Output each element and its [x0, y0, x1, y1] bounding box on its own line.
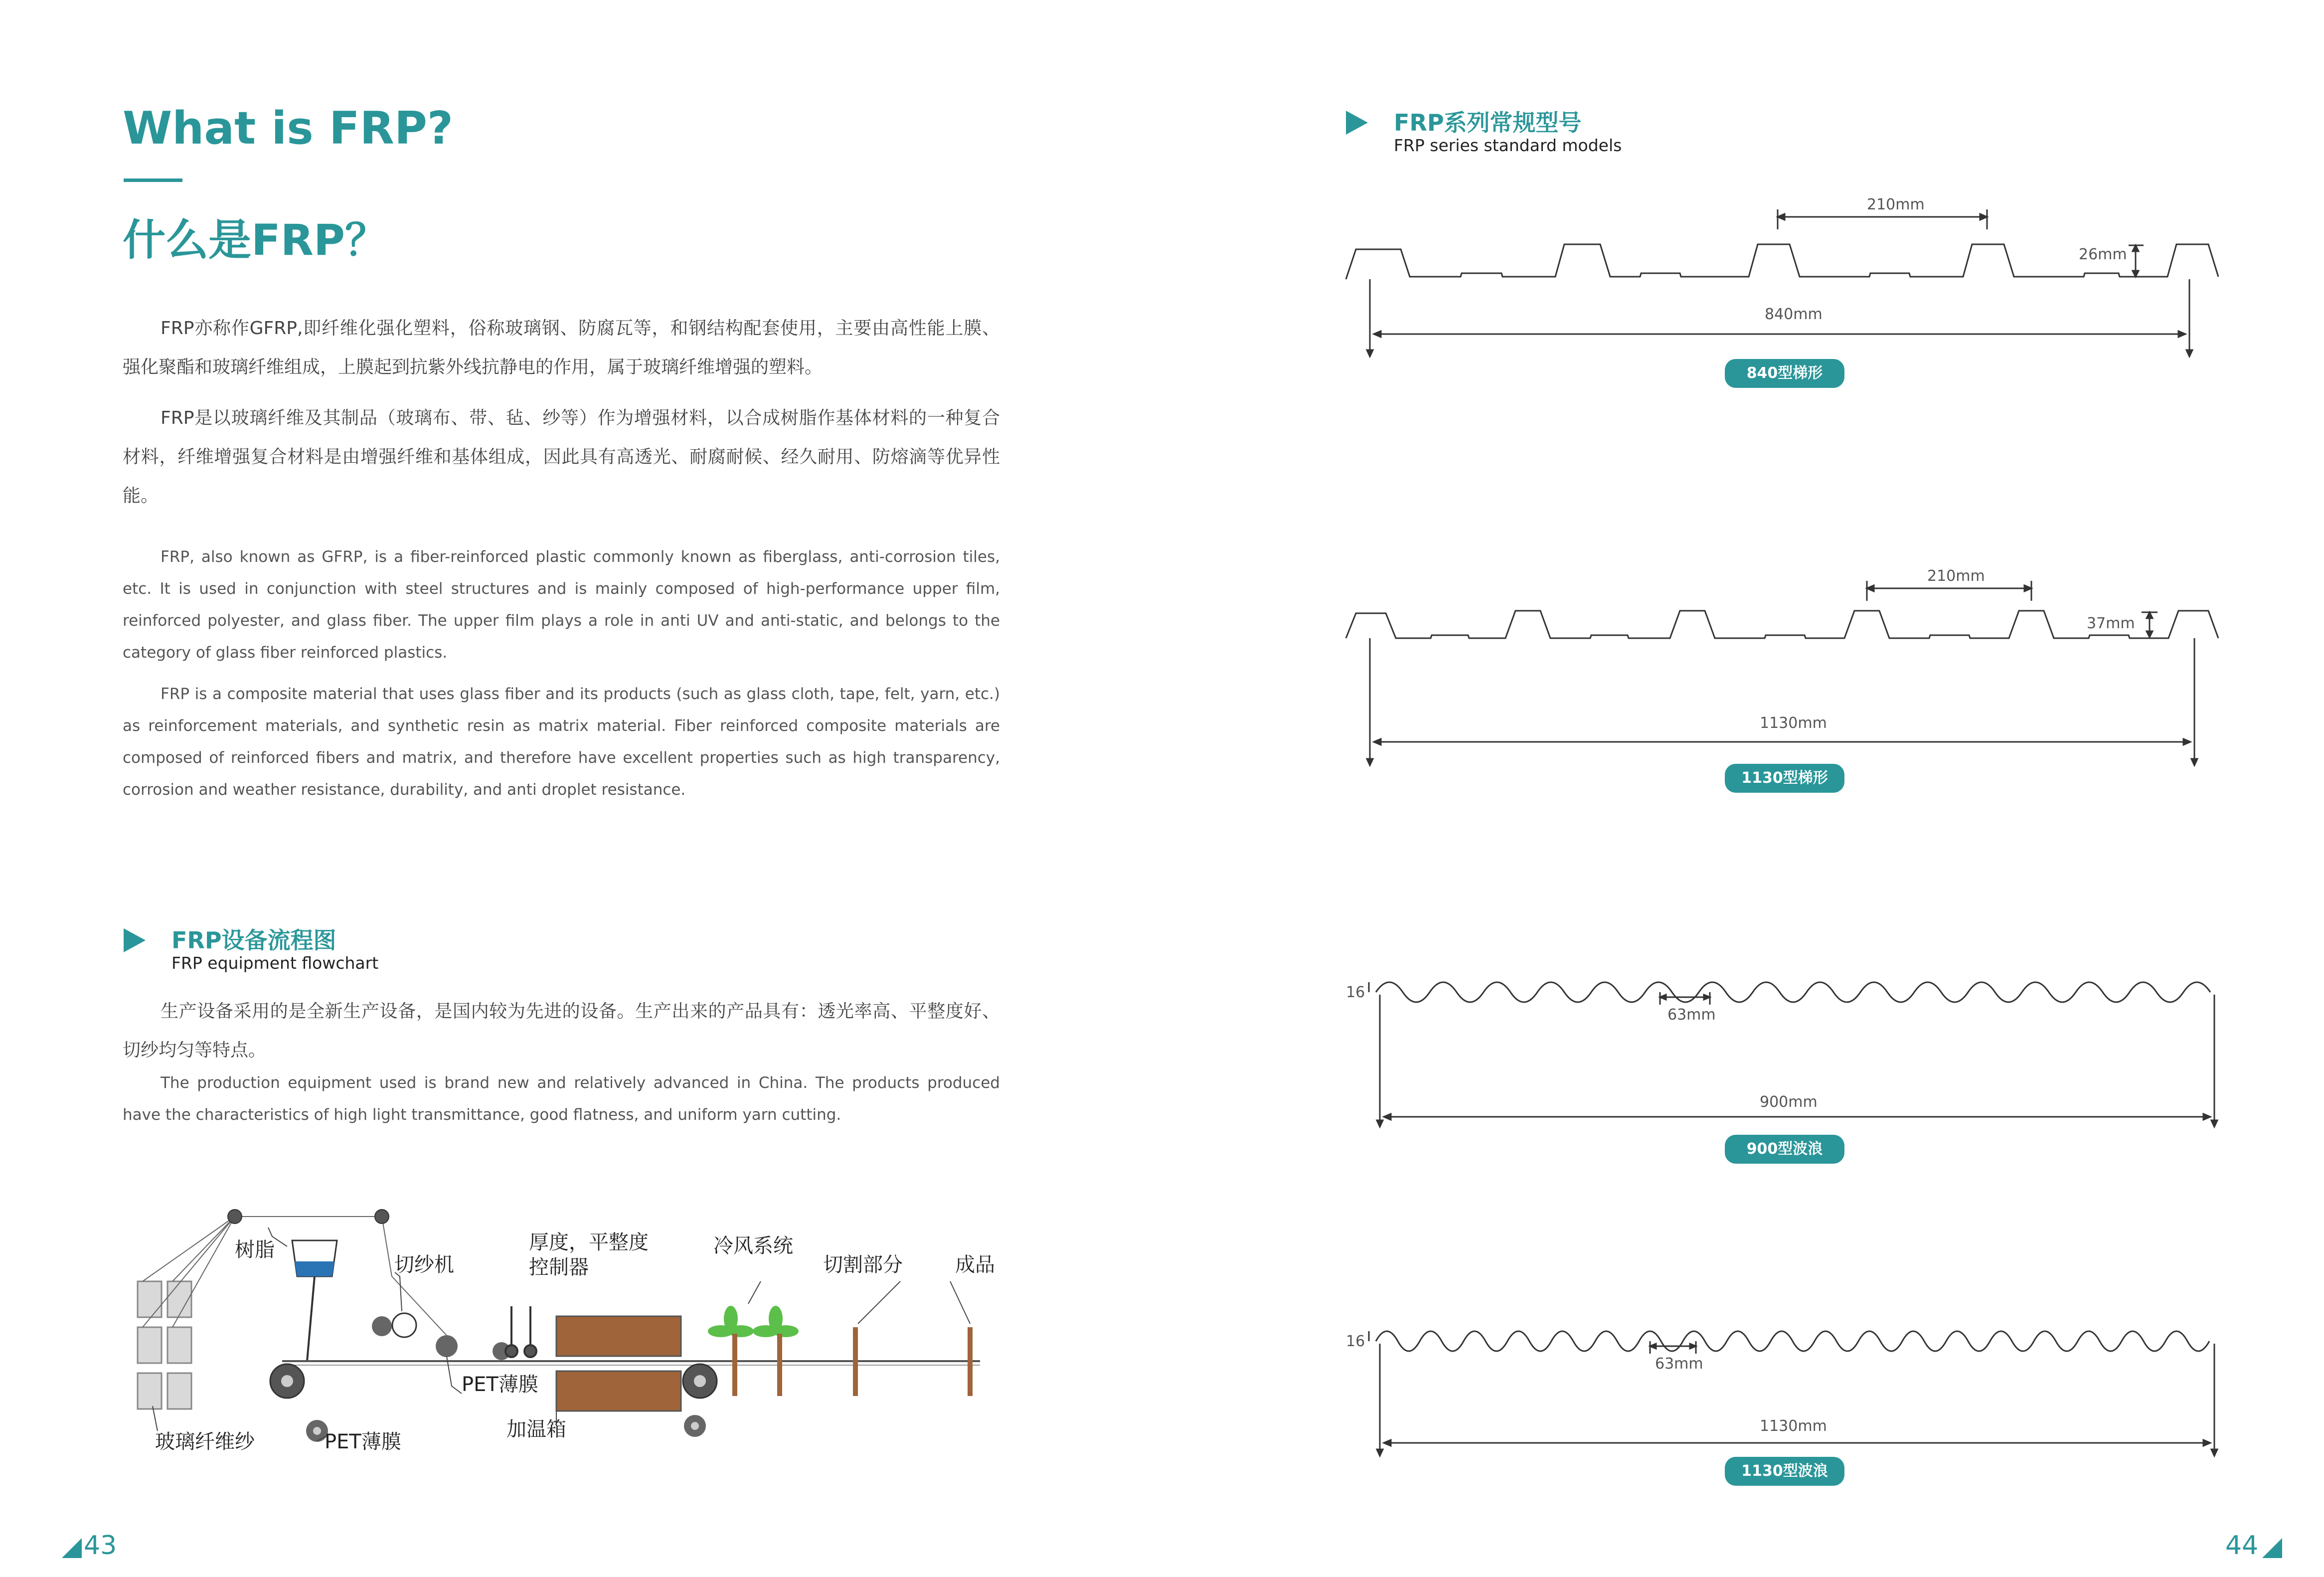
models-title-en: FRP series standard models	[1394, 136, 1622, 155]
model-badge-1130-wave: 1130型波浪	[1725, 1457, 1844, 1486]
flowchart-section-arrow-icon	[124, 928, 146, 952]
page-title-en: What is FRP?	[123, 102, 454, 155]
dim-width: 900mm	[1760, 1093, 1818, 1111]
label-cooling: 冷风系统	[713, 1234, 793, 1257]
intro-paragraph-en-1: FRP, also known as GFRP, is a fiber-reinforced plastic commonly known as fiberglass, anti-corrosion tiles, etc. It is used in conjunction with steel structures and is mainly composed of high-performance upper film, reinforced polyester, and glass fiber. The upper film plays a role in anti UV and anti-static, and belongs to the category of glass fiber reinforced plastics.	[123, 548, 1000, 662]
intro-paragraph-en-2: FRP is a composite material that uses glass fiber and its products (such as glass cloth, tape, felt, yarn, etc.) as reinforcement materials, and synthetic resin as matrix material. Fiber reinforced composite materials are composed of reinforced fibers and matrix, and therefore have excellent properties such as high transparency, corrosion and weather resistance, durability, and anti droplet resistance.	[123, 685, 1000, 799]
intro-paragraph-cn-2: FRP是以玻璃纤维及其制品（玻璃布、带、毡、纱等）作为增强材料，以合成树脂作基体材料的一种复合材料，纤维增强复合材料是由增强纤维和基体组成，因此具有高透光、耐腐耐候、经久耐用、防熔滴等优异性能。	[123, 408, 1000, 506]
title-divider	[124, 178, 182, 182]
label-pet-bottom: PET薄膜	[325, 1430, 401, 1453]
label-pet-top: PET薄膜	[462, 1373, 538, 1396]
flowchart-title-cn: FRP设备流程图	[171, 927, 336, 954]
flowchart-title-en: FRP equipment flowchart	[171, 953, 379, 973]
intro-paragraph-cn-1: FRP亦称作GFRP,即纤维化强化塑料，俗称玻璃钢、防腐瓦等，和钢结构配套使用，主要由高性能上膜、强化聚酯和玻璃纤维组成，上膜起到抗紫外线抗静电的作用，属于玻璃纤维增强的塑料。	[123, 318, 1000, 377]
models-section-arrow-icon	[1346, 111, 1368, 135]
dim-width: 840mm	[1765, 306, 1823, 323]
resin-fill	[295, 1261, 334, 1276]
equipment-flowchart	[123, 1197, 1010, 1476]
page-corner-icon-left	[62, 1538, 82, 1558]
page-number-right: 44	[2225, 1531, 2259, 1561]
dim-height: 37mm	[2087, 615, 2135, 632]
dim-pitch: 210mm	[1927, 567, 1985, 585]
wave-profile	[1376, 1331, 2209, 1351]
models-title-cn: FRP系列常规型号	[1394, 109, 1582, 136]
label-thickness-2: 控制器	[529, 1256, 589, 1279]
resin-pipe	[307, 1276, 315, 1361]
page-title-cn: 什么是FRP？	[123, 215, 388, 265]
label-product: 成品	[955, 1253, 995, 1276]
dim-width: 1130mm	[1760, 1417, 1827, 1435]
page-number-left: 43	[84, 1531, 117, 1561]
model-badge-900-wave: 900型波浪	[1725, 1135, 1844, 1164]
model-1130-trapezoid-diagram	[1341, 558, 2228, 773]
dim-pitch: 210mm	[1867, 196, 1925, 213]
dim-height: 16	[1346, 1333, 1365, 1350]
cooling-fan-icon	[708, 1306, 799, 1337]
label-thickness-1: 厚度，平整度	[529, 1231, 649, 1254]
model-1130-wave-diagram	[1341, 1321, 2228, 1471]
label-oven: 加温箱	[506, 1418, 566, 1441]
model-840-trapezoid-diagram	[1341, 189, 2228, 379]
thickness-controller	[505, 1306, 536, 1357]
heating-oven	[556, 1316, 681, 1411]
model-900-wave-diagram	[1341, 972, 2228, 1142]
label-glass-yarn: 玻璃纤维纱	[155, 1430, 255, 1453]
flowchart-description-cn: 生产设备采用的是全新生产设备，是国内较为先进的设备。生产出来的产品具有：透光率高、平整度好、切纱均匀等特点。	[123, 1001, 1000, 1060]
label-cutter: 切纱机	[394, 1253, 454, 1276]
model-badge-1130-trapezoid: 1130型梯形	[1725, 764, 1844, 793]
page-corner-icon-right	[2262, 1538, 2282, 1558]
dim-height: 26mm	[2079, 246, 2127, 263]
label-cutting: 切割部分	[823, 1253, 903, 1276]
model-badge-840: 840型梯形	[1725, 359, 1844, 388]
dim-height: 16	[1346, 984, 1365, 1001]
dim-width: 1130mm	[1760, 714, 1827, 732]
label-resin: 树脂	[235, 1238, 275, 1261]
wave-profile	[1376, 982, 2210, 1002]
flowchart-description-en: The production equipment used is brand new and relatively advanced in China. The products produced have the characteristics of high light transmittance, good flatness, and uniform yarn cutting.	[123, 1074, 1000, 1124]
dim-pitch: 63mm	[1655, 1355, 1703, 1373]
dim-pitch: 63mm	[1667, 1006, 1716, 1024]
